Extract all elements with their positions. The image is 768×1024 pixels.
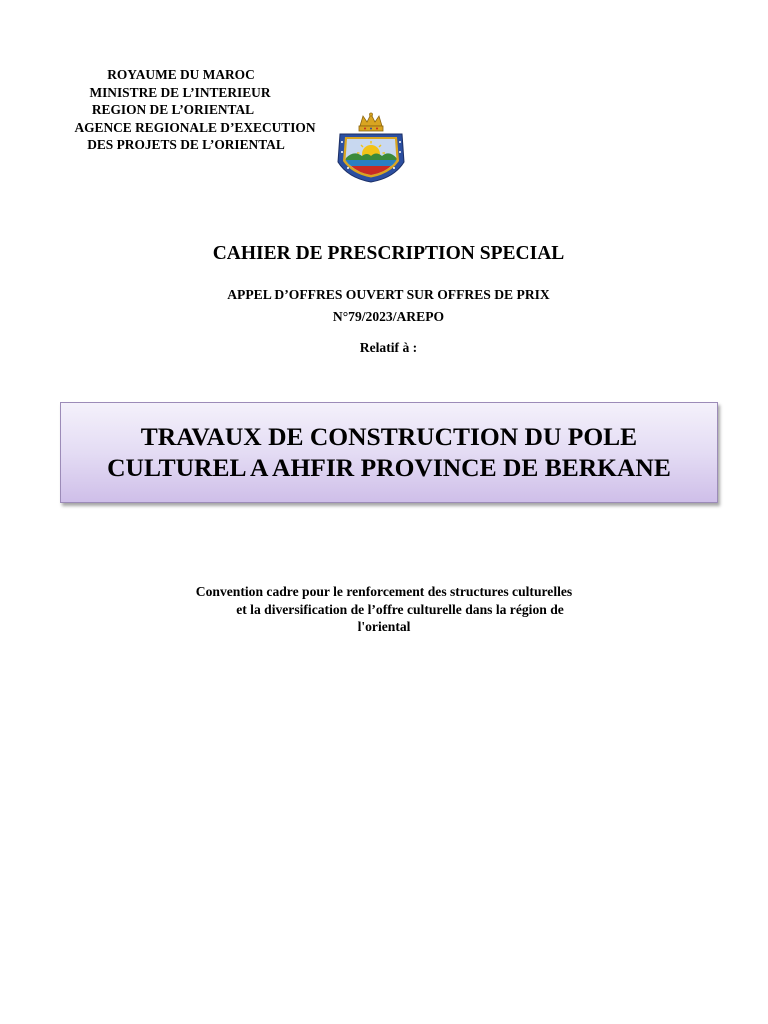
convention-line-1: Convention cadre pour le renforcement des structures culturelles bbox=[195, 584, 573, 599]
crown-icon bbox=[359, 113, 383, 131]
header-line-agency: AGENCE REGIONALE D’EXECUTION bbox=[74, 119, 316, 135]
relatif-label: Relatif à : bbox=[359, 340, 418, 355]
project-title-line-1: TRAVAUX DE CONSTRUCTION DU POLE bbox=[140, 421, 638, 451]
convention-line-2: et la diversification de l’offre culturelle dans la région de bbox=[236, 601, 564, 617]
issuing-authority-header bbox=[60, 66, 330, 154]
project-title-line-2: CULTUREL A AHFIR PROVINCE DE BERKANE bbox=[107, 452, 671, 482]
header-line-agency-cont: DES PROJETS DE L’ORIENTAL bbox=[87, 137, 285, 153]
convention-description bbox=[0, 583, 768, 636]
header-line-ministry: MINISTRE DE L’INTERIEUR bbox=[89, 84, 271, 100]
project-title-box bbox=[60, 402, 718, 503]
tender-type: APPEL D’OFFRES OUVERT SUR OFFRES DE PRIX bbox=[227, 287, 550, 302]
regional-coat-of-arms-icon bbox=[334, 112, 408, 184]
convention-line-3: l'oriental bbox=[357, 619, 411, 634]
header-line-region: REGION DE L’ORIENTAL bbox=[91, 102, 255, 118]
document-title: CAHIER DE PRESCRIPTION SPECIAL bbox=[212, 243, 565, 264]
tender-number: N°79/2023/AREPO bbox=[332, 309, 445, 324]
header-line-kingdom: ROYAUME DU MAROC bbox=[107, 67, 255, 82]
project-title bbox=[107, 421, 671, 483]
